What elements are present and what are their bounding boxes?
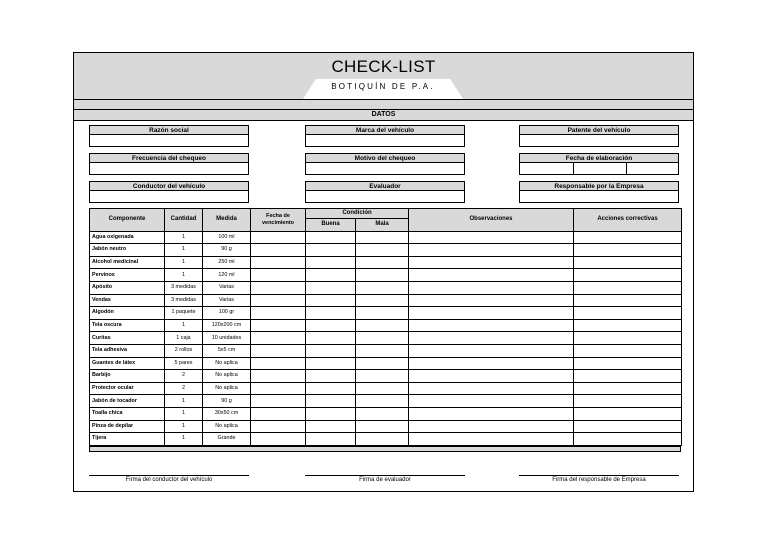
buena-cell[interactable] [306,370,356,383]
patente-input[interactable] [519,135,679,147]
observaciones-cell[interactable] [409,244,574,257]
fecha-vencimiento-cell[interactable] [251,256,306,269]
table-row [90,382,682,395]
table-row [90,370,682,383]
field-label: Frecuencia del chequeo [89,153,249,163]
componente-cell: Jabón neutro [90,244,165,257]
observaciones-cell[interactable] [409,256,574,269]
observaciones-cell[interactable] [409,269,574,282]
buena-cell[interactable] [306,281,356,294]
field-marca [305,125,465,147]
table-row [90,344,682,357]
mala-cell[interactable] [356,294,409,307]
observaciones-cell[interactable] [409,395,574,408]
componente-cell: Protector ocular [90,382,165,395]
acciones-cell[interactable] [574,344,682,357]
table-row [90,357,682,370]
buena-cell[interactable] [306,420,356,433]
date-divider [626,163,627,174]
buena-cell[interactable] [306,269,356,282]
medida-cell: 5x5 cm [203,344,251,357]
cantidad-cell: 1 caja [165,332,203,345]
field-label: Evaluador [305,181,465,191]
table-row [90,407,682,420]
cantidad-cell: 2 [165,382,203,395]
table-row [90,395,682,408]
page-subtitle: BOTIQUÍN DE P.A. [331,82,435,91]
fecha-vencimiento-cell[interactable] [251,294,306,307]
acciones-cell[interactable] [574,407,682,420]
acciones-cell[interactable] [574,395,682,408]
header-observaciones: Observaciones [409,209,574,232]
page-title: CHECK-LIST [331,57,436,76]
acciones-cell[interactable] [574,281,682,294]
componente-cell: Vendas [90,294,165,307]
observaciones-cell[interactable] [409,332,574,345]
mala-cell[interactable] [356,395,409,408]
observaciones-cell[interactable] [409,294,574,307]
observaciones-cell[interactable] [409,307,574,320]
signature-evaluador[interactable]: Firma de evaluador [305,475,465,483]
mala-cell[interactable] [356,420,409,433]
mala-cell[interactable] [356,269,409,282]
mala-cell[interactable] [356,256,409,269]
header-medida: Medida [203,209,251,232]
field-label: Fecha de elaboración [519,153,679,163]
field-motivo [305,153,465,175]
buena-cell[interactable] [306,332,356,345]
fecha-elaboracion-input[interactable] [519,163,679,175]
fecha-vencimiento-cell[interactable] [251,319,306,332]
medida-cell: Varias [203,294,251,307]
mala-cell[interactable] [356,244,409,257]
buena-cell[interactable] [306,244,356,257]
cantidad-cell: 1 [165,231,203,244]
fecha-vencimiento-cell[interactable] [251,244,306,257]
buena-cell[interactable] [306,319,356,332]
medida-cell: 120 ml [203,269,251,282]
buena-cell[interactable] [306,231,356,244]
mala-cell[interactable] [356,370,409,383]
buena-cell[interactable] [306,307,356,320]
field-label: Razón social [89,125,249,135]
cantidad-cell: 1 [165,407,203,420]
componente-cell: Pinza de depilar [90,420,165,433]
cantidad-cell: 1 [165,256,203,269]
buena-cell[interactable] [306,395,356,408]
fecha-vencimiento-cell[interactable] [251,407,306,420]
table-row [90,294,682,307]
buena-cell[interactable] [306,344,356,357]
signature-conductor[interactable]: Firma del conductor del vehículo [89,475,249,483]
field-razon-social [89,125,249,147]
header-strip [74,100,693,109]
cantidad-cell: 1 [165,420,203,433]
fecha-vencimiento-cell[interactable] [251,433,306,446]
observaciones-cell[interactable] [409,319,574,332]
componente-cell: Barbijo [90,370,165,383]
header-acciones: Acciones correctivas [574,209,682,232]
mala-cell[interactable] [356,344,409,357]
acciones-cell[interactable] [574,244,682,257]
medida-cell: 250 ml [203,256,251,269]
buena-cell[interactable] [306,433,356,446]
fecha-vencimiento-cell[interactable] [251,281,306,294]
acciones-cell[interactable] [574,294,682,307]
date-divider [573,163,574,174]
observaciones-cell[interactable] [409,407,574,420]
componente-cell: Alcohol medicinal [90,256,165,269]
checklist-sheet [73,52,694,492]
header-buena: Buena [306,219,356,232]
responsable-input[interactable] [519,191,679,203]
razon-social-input[interactable] [89,135,249,147]
componente-cell: Tela oscura [90,319,165,332]
observaciones-cell[interactable] [409,281,574,294]
mala-cell[interactable] [356,307,409,320]
observaciones-cell[interactable] [409,344,574,357]
table-row [90,281,682,294]
cantidad-cell: 3 medidas [165,294,203,307]
medida-cell: 120x200 cm [203,319,251,332]
fecha-vencimiento-cell[interactable] [251,269,306,282]
acciones-cell[interactable] [574,420,682,433]
medida-cell: No aplica [203,357,251,370]
header-mala: Mala [356,219,409,232]
componente-cell: Tela adhesiva [90,344,165,357]
field-conductor [89,181,249,203]
field-evaluador [305,181,465,203]
acciones-cell[interactable] [574,231,682,244]
medida-cell: 100 ml [203,231,251,244]
cantidad-cell: 1 [165,244,203,257]
mala-cell[interactable] [356,319,409,332]
table-row [90,269,682,282]
fecha-vencimiento-cell[interactable] [251,357,306,370]
observaciones-cell[interactable] [409,370,574,383]
medida-cell: No aplica [203,420,251,433]
componente-cell: Pervinox [90,269,165,282]
table-row [90,256,682,269]
bottom-bar [89,446,681,452]
fecha-vencimiento-cell[interactable] [251,382,306,395]
frecuencia-input[interactable] [89,163,249,175]
field-label: Marca del vehículo [305,125,465,135]
mala-cell[interactable] [356,382,409,395]
cantidad-cell: 5 pares [165,357,203,370]
observaciones-cell[interactable] [409,420,574,433]
components-table [89,208,682,446]
acciones-cell[interactable] [574,256,682,269]
conductor-input[interactable] [89,191,249,203]
observaciones-cell[interactable] [409,357,574,370]
table-row [90,332,682,345]
fecha-vencimiento-cell[interactable] [251,344,306,357]
medida-cell: 90 g [203,244,251,257]
medida-cell: 10 unidades [203,332,251,345]
cantidad-cell: 2 [165,370,203,383]
field-patente [519,125,679,147]
mala-cell[interactable] [356,357,409,370]
header-componente: Componente [90,209,165,232]
cantidad-cell: 1 [165,433,203,446]
componente-cell: Curitas [90,332,165,345]
medida-cell: No aplica [203,370,251,383]
componente-cell: Tijera [90,433,165,446]
cantidad-cell: 1 paquete [165,307,203,320]
field-label: Conductor del vehículo [89,181,249,191]
mala-cell[interactable] [356,407,409,420]
observaciones-cell[interactable] [409,382,574,395]
cantidad-cell: 1 [165,319,203,332]
marca-input[interactable] [305,135,465,147]
table-row [90,307,682,320]
mala-cell[interactable] [356,281,409,294]
field-label: Patente del vehículo [519,125,679,135]
fecha-vencimiento-cell[interactable] [251,307,306,320]
signature-responsable[interactable]: Firma del responsable de Empresa [519,475,679,483]
cantidad-cell: 3 medidas [165,281,203,294]
acciones-cell[interactable] [574,357,682,370]
medida-cell: No aplica [203,382,251,395]
acciones-cell[interactable] [574,370,682,383]
mala-cell[interactable] [356,433,409,446]
evaluador-input[interactable] [305,191,465,203]
cantidad-cell: 2 rollos [165,344,203,357]
header-fecha-vencimiento: Fecha de vencimiento [251,209,306,232]
buena-cell[interactable] [306,294,356,307]
medida-cell: 90 g [203,395,251,408]
buena-cell[interactable] [306,256,356,269]
mala-cell[interactable] [356,231,409,244]
fecha-vencimiento-cell[interactable] [251,370,306,383]
fecha-vencimiento-cell[interactable] [251,395,306,408]
acciones-cell[interactable] [574,269,682,282]
section-title-datos: DATOS [74,109,693,121]
buena-cell[interactable] [306,382,356,395]
componente-cell: Toalla chica [90,407,165,420]
medida-cell: 100 gr [203,307,251,320]
acciones-cell[interactable] [574,307,682,320]
table-row [90,244,682,257]
observaciones-cell[interactable] [409,433,574,446]
cantidad-cell: 1 [165,395,203,408]
mala-cell[interactable] [356,332,409,345]
field-label: Responsable por la Empresa [519,181,679,191]
header-cantidad: Cantidad [165,209,203,232]
acciones-cell[interactable] [574,433,682,446]
acciones-cell[interactable] [574,382,682,395]
cantidad-cell: 1 [165,269,203,282]
componente-cell: Algodón [90,307,165,320]
componente-cell: Guantes de látex [90,357,165,370]
componente-cell: Jabón de tocador [90,395,165,408]
buena-cell[interactable] [306,407,356,420]
field-responsable [519,181,679,203]
field-frecuencia [89,153,249,175]
header-condicion: Condición [306,209,409,219]
fecha-vencimiento-cell[interactable] [251,231,306,244]
motivo-input[interactable] [305,163,465,175]
componente-cell: Agua oxigenada [90,231,165,244]
fecha-vencimiento-cell[interactable] [251,332,306,345]
medida-cell: Grande [203,433,251,446]
acciones-cell[interactable] [574,332,682,345]
table-row [90,433,682,446]
table-row [90,319,682,332]
field-fecha-elaboracion [519,153,679,175]
table-row [90,420,682,433]
table-row [90,231,682,244]
medida-cell: 30x50 cm [203,407,251,420]
componente-cell: Apósito [90,281,165,294]
field-label: Motivo del chequeo [305,153,465,163]
medida-cell: Varias [203,281,251,294]
fecha-vencimiento-cell[interactable] [251,420,306,433]
acciones-cell[interactable] [574,319,682,332]
table-body [90,231,682,445]
observaciones-cell[interactable] [409,231,574,244]
buena-cell[interactable] [306,357,356,370]
